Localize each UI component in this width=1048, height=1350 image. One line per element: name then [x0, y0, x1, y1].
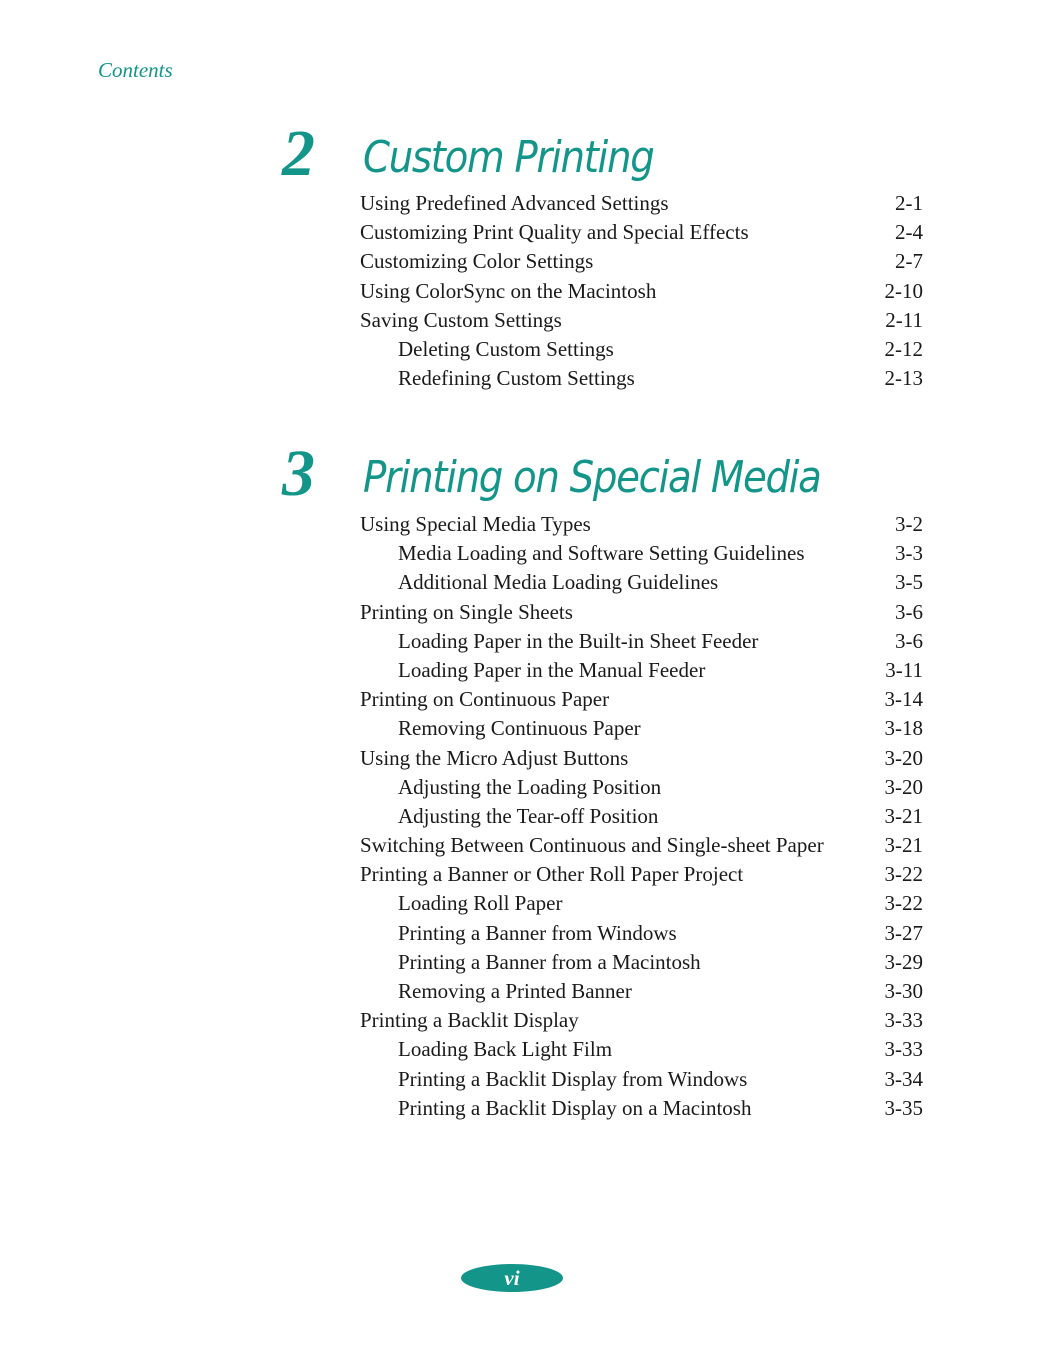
toc-entry[interactable]	[360, 218, 923, 247]
toc-entry-page: 2-12	[884, 336, 923, 361]
toc-subentry[interactable]	[360, 1065, 923, 1094]
running-head: Contents	[98, 58, 173, 82]
toc-entry[interactable]	[360, 831, 923, 860]
toc-entry-label: Saving Custom Settings	[360, 307, 562, 332]
chapter-title: Custom Printing	[363, 132, 654, 183]
toc-entry-label: Adjusting the Tear-off Position	[398, 803, 659, 828]
toc-subentry[interactable]	[360, 802, 923, 831]
toc-entry-label: Printing on Continuous Paper	[360, 687, 610, 712]
toc-entry-label: Printing a Backlit Display from Windows	[398, 1066, 748, 1091]
toc-entry-label: Media Loading and Software Setting Guidelines	[398, 541, 805, 566]
toc-entry-label: Deleting Custom Settings	[398, 336, 614, 361]
toc-entry-label: Using Predefined Advanced Settings	[360, 191, 669, 215]
toc-subentry[interactable]	[360, 568, 923, 597]
toc-entry[interactable]	[360, 685, 923, 714]
toc-entry-page: 2-10	[884, 278, 923, 303]
toc-entry-page: 3-6	[895, 628, 923, 653]
toc-entry[interactable]	[360, 1006, 923, 1035]
toc-subentry[interactable]	[360, 977, 923, 1006]
toc-entry-page: 3-22	[884, 862, 923, 887]
chapter-number: 2	[282, 117, 315, 190]
toc-entry-page: 3-5	[895, 570, 923, 595]
toc-subentry[interactable]	[360, 656, 923, 685]
toc-entry-label: Using Special Media Types	[360, 512, 591, 536]
toc-entry[interactable]	[360, 277, 923, 306]
toc-entry-label: Printing a Backlit Display on a Macintosh	[398, 1095, 752, 1120]
page-number-badge: vi	[461, 1264, 563, 1292]
chapter-2-toc	[360, 189, 923, 393]
toc-subentry[interactable]	[360, 889, 923, 918]
toc-entry-label: Printing a Backlit Display	[360, 1008, 579, 1033]
toc-entry-label: Using ColorSync on the Macintosh	[360, 278, 657, 303]
toc-entry[interactable]	[360, 744, 923, 773]
toc-entry-page: 3-30	[884, 979, 923, 1003]
toc-entry-page: 2-4	[895, 220, 923, 245]
toc-entry-page: 3-3	[895, 541, 923, 566]
chapter-number: 3	[282, 437, 315, 510]
toc-subentry[interactable]	[360, 919, 923, 948]
toc-entry[interactable]	[360, 306, 923, 335]
toc-entry[interactable]	[360, 510, 923, 539]
toc-entry-label: Printing a Banner or Other Roll Paper Project	[360, 862, 744, 887]
toc-entry-page: 3-34	[884, 1066, 923, 1091]
toc-entry-label: Loading Roll Paper	[398, 891, 563, 916]
toc-entry-label: Customizing Color Settings	[360, 249, 594, 274]
toc-entry-page: 3-20	[884, 745, 923, 770]
toc-entry-label: Additional Media Loading Guidelines	[398, 570, 719, 595]
chapter-3-toc	[360, 510, 923, 1123]
toc-entry-label: Printing a Banner from Windows	[398, 920, 677, 945]
toc-entry-label: Printing a Banner from a Macintosh	[398, 949, 701, 974]
toc-entry-page: 3-18	[884, 716, 923, 741]
toc-entry-label: Redefining Custom Settings	[398, 366, 635, 391]
toc-entry-page: 3-20	[884, 774, 923, 799]
toc-entry-label: Using the Micro Adjust Buttons	[360, 745, 629, 770]
toc-entry[interactable]	[360, 860, 923, 889]
chapter-title: Printing on Special Media	[363, 452, 821, 503]
toc-entry-page: 3-22	[884, 891, 923, 916]
toc-entry-label: Printing on Single Sheets	[360, 599, 573, 624]
toc-entry-label: Removing Continuous Paper	[398, 716, 641, 741]
toc-entry-page: 3-14	[884, 687, 923, 712]
toc-entry-page: 3-21	[884, 833, 923, 858]
toc-entry-page: 3-33	[884, 1008, 923, 1033]
toc-entry-label: Adjusting the Loading Position	[398, 774, 662, 799]
toc-entry-label: Removing a Printed Banner	[398, 979, 632, 1003]
toc-entry-label: Loading Paper in the Manual Feeder	[398, 657, 706, 682]
toc-entry-page: 3-11	[885, 657, 923, 682]
toc-entry-page: 2-13	[884, 366, 923, 391]
toc-subentry[interactable]	[360, 948, 923, 977]
toc-subentry[interactable]	[360, 364, 923, 393]
toc-entry-label: Loading Paper in the Built-in Sheet Feeder	[398, 628, 759, 653]
toc-entry-page: 3-33	[884, 1037, 923, 1062]
toc-entry-label: Loading Back Light Film	[398, 1037, 613, 1062]
toc-entry[interactable]	[360, 189, 923, 218]
toc-subentry[interactable]	[360, 714, 923, 743]
toc-entry-page: 3-27	[884, 920, 923, 945]
toc-entry-page: 3-29	[884, 949, 923, 974]
toc-entry-page: 3-2	[895, 512, 923, 536]
toc-entry-page: 2-7	[895, 249, 923, 274]
toc-entry-page: 3-6	[895, 599, 923, 624]
toc-entry[interactable]	[360, 598, 923, 627]
toc-entry-page: 3-35	[884, 1095, 923, 1120]
toc-entry-label: Customizing Print Quality and Special Effects	[360, 220, 749, 245]
toc-subentry[interactable]	[360, 539, 923, 568]
toc-subentry[interactable]	[360, 627, 923, 656]
toc-entry-page: 2-11	[885, 307, 923, 332]
toc-subentry[interactable]	[360, 773, 923, 802]
toc-entry-page: 3-21	[884, 803, 923, 828]
toc-subentry[interactable]	[360, 1094, 923, 1123]
toc-entry-page: 2-1	[895, 191, 923, 215]
toc-entry[interactable]	[360, 247, 923, 276]
toc-subentry[interactable]	[360, 335, 923, 364]
toc-entry-label: Switching Between Continuous and Single-sheet Paper	[360, 833, 824, 858]
toc-subentry[interactable]	[360, 1035, 923, 1064]
